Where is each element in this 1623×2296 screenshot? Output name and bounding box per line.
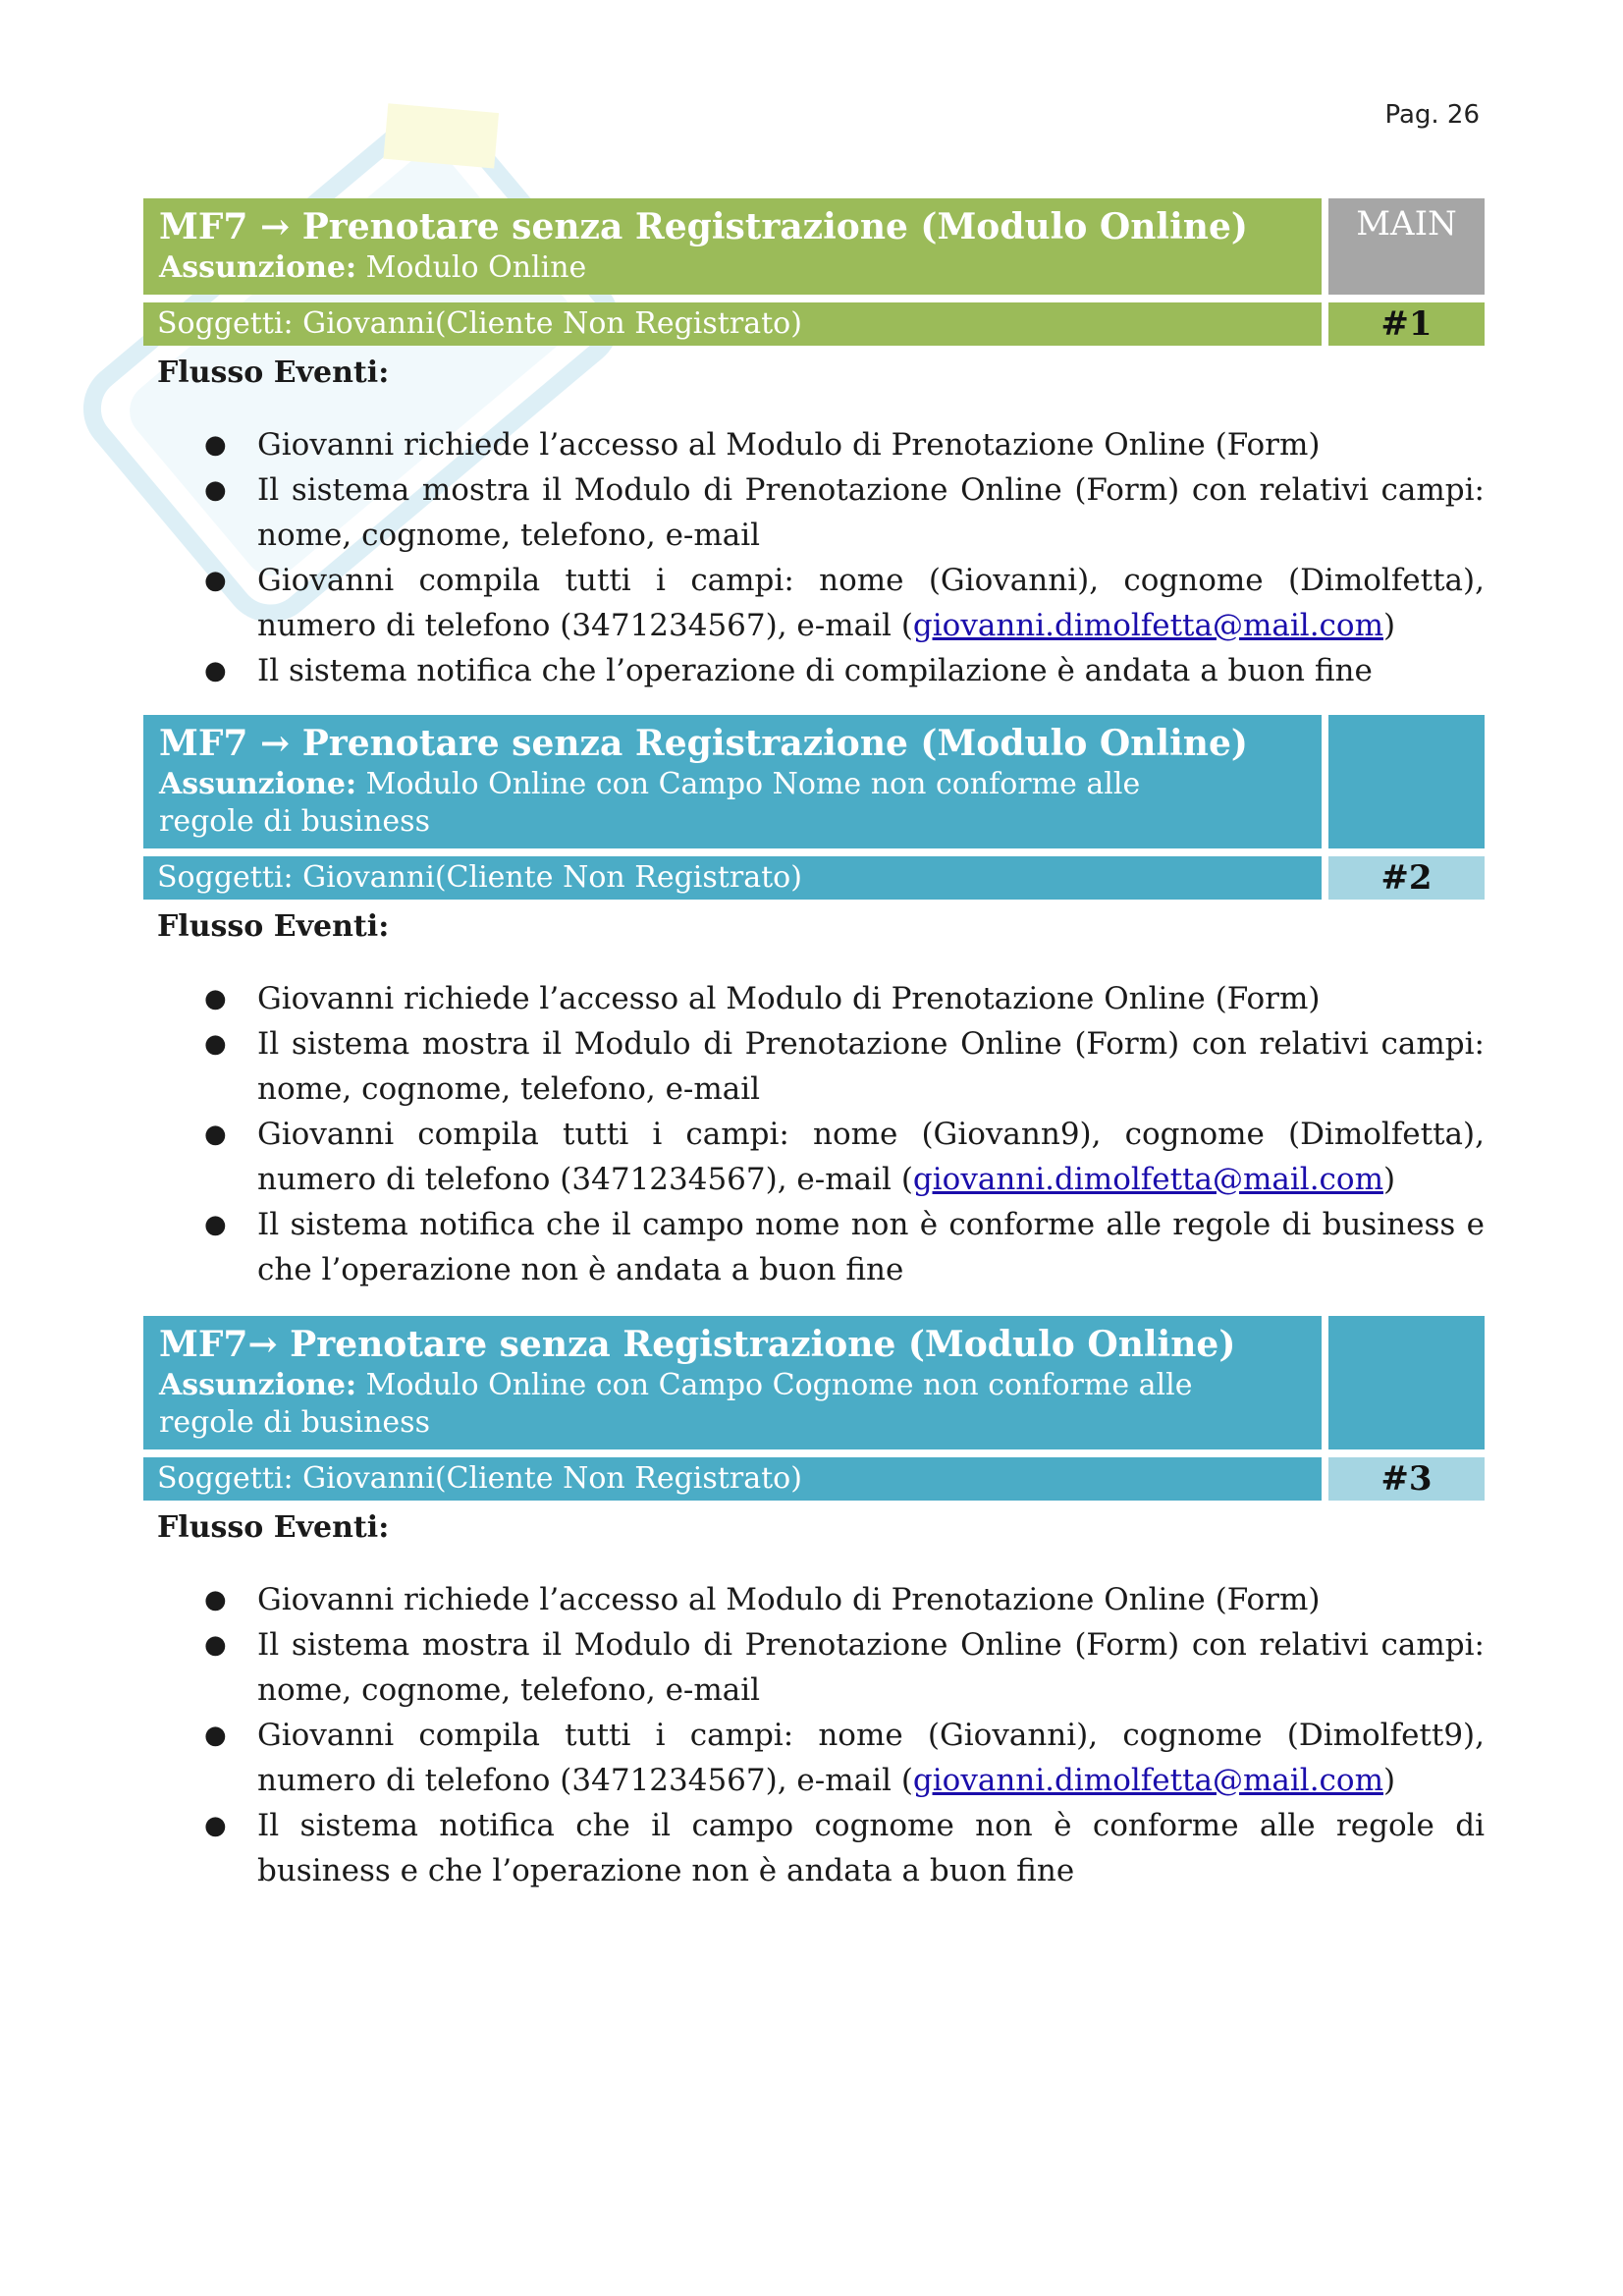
event-text: Il sistema notifica che l’operazione di compilazione è andata a buon fine xyxy=(257,653,1373,688)
use-case-header xyxy=(143,198,1322,295)
bullet-icon: ● xyxy=(204,1721,227,1750)
use-case-number: #3 xyxy=(1328,1457,1485,1501)
use-case-header xyxy=(143,715,1322,848)
bullet-icon: ● xyxy=(204,475,227,505)
event-text: Giovanni compila tutti i campi: nome (Giovann9), cognome (Dimolfetta), numero di telefono (3471234567), e-mail ( xyxy=(257,1117,1485,1197)
event-text-end: ) xyxy=(1382,1162,1396,1197)
use-case-assumption xyxy=(159,1367,1278,1442)
list-item xyxy=(143,1713,1485,1803)
list-item xyxy=(143,1622,1485,1713)
use-case-subjects: Soggetti: Giovanni(Cliente Non Registrato) xyxy=(143,856,1322,900)
list-item xyxy=(143,1112,1485,1202)
event-text-end: ) xyxy=(1382,1763,1396,1798)
list-item xyxy=(143,976,1485,1021)
assumption-text: Modulo Online xyxy=(356,250,587,285)
use-case-number: #2 xyxy=(1328,856,1485,900)
bullet-icon: ● xyxy=(204,1120,227,1149)
list-item xyxy=(143,1577,1485,1622)
use-case-title: MF7 → Prenotare senza Registrazione (Modulo Online) xyxy=(159,723,1248,764)
page-number: Pag. 26 xyxy=(1384,100,1480,130)
bullet-icon: ● xyxy=(204,1630,227,1660)
bullet-icon: ● xyxy=(204,1029,227,1059)
bullet-icon: ● xyxy=(204,984,227,1013)
bullet-icon: ● xyxy=(204,1210,227,1239)
assumption-text: Modulo Online con Campo Cognome non conforme alle regole di business xyxy=(159,1368,1193,1440)
use-case-title: MF7→ Prenotare senza Registrazione (Modulo Online) xyxy=(159,1324,1236,1365)
email-link[interactable]: giovanni.dimolfetta@mail.com xyxy=(912,608,1383,643)
bullet-icon: ● xyxy=(204,430,227,460)
use-case-tag xyxy=(1328,1316,1485,1449)
use-case-title: MF7 → Prenotare senza Registrazione (Modulo Online) xyxy=(159,206,1248,247)
use-case-header xyxy=(143,1316,1322,1449)
flow-label: Flusso Eventi: xyxy=(157,355,390,390)
use-case-tag: MAIN xyxy=(1328,198,1485,295)
event-text-end: ) xyxy=(1382,608,1396,643)
use-case-number: #1 xyxy=(1328,302,1485,346)
event-text: Il sistema notifica che il campo cognome non è conforme alle regole di business e che l’operazione non è andata a buon fine xyxy=(257,1808,1485,1888)
event-text: Il sistema mostra il Modulo di Prenotazione Online (Form) con relativi campi: nome, cognome, telefono, e-mail xyxy=(257,472,1485,553)
event-text: Giovanni richiede l’accesso al Modulo di Prenotazione Online (Form) xyxy=(257,427,1321,463)
use-case-assumption xyxy=(159,249,1306,287)
event-text: Il sistema mostra il Modulo di Prenotazione Online (Form) con relativi campi: nome, cognome, telefono, e-mail xyxy=(257,1026,1485,1107)
assumption-label: Assunzione: xyxy=(159,1368,357,1402)
list-item xyxy=(143,558,1485,648)
bullet-icon: ● xyxy=(204,1811,227,1840)
use-case-block-2 xyxy=(143,715,1485,1292)
use-case-block-1 xyxy=(143,198,1485,693)
event-list xyxy=(143,976,1485,1292)
bullet-icon: ● xyxy=(204,656,227,685)
email-link[interactable]: giovanni.dimolfetta@mail.com xyxy=(912,1162,1383,1197)
flow-label: Flusso Eventi: xyxy=(157,1510,390,1545)
use-case-subjects: Soggetti: Giovanni(Cliente Non Registrato) xyxy=(143,1457,1322,1501)
list-item xyxy=(143,467,1485,558)
flow-label: Flusso Eventi: xyxy=(157,909,390,944)
event-list xyxy=(143,422,1485,693)
list-item xyxy=(143,648,1485,693)
event-list xyxy=(143,1577,1485,1893)
event-text: Il sistema notifica che il campo nome non è conforme alle regole di business e che l’operazione non è andata a buon fine xyxy=(257,1207,1485,1287)
event-text: Giovanni richiede l’accesso al Modulo di Prenotazione Online (Form) xyxy=(257,981,1321,1016)
bullet-icon: ● xyxy=(204,566,227,595)
list-item xyxy=(143,422,1485,467)
event-text: Giovanni compila tutti i campi: nome (Giovanni), cognome (Dimolfett9), numero di telefono (3471234567), e-mail ( xyxy=(257,1718,1485,1798)
assumption-label: Assunzione: xyxy=(159,250,357,285)
list-item xyxy=(143,1021,1485,1112)
use-case-assumption xyxy=(159,766,1239,841)
email-link[interactable]: giovanni.dimolfetta@mail.com xyxy=(912,1763,1383,1798)
use-case-tag xyxy=(1328,715,1485,848)
bullet-icon: ● xyxy=(204,1585,227,1614)
use-case-block-3 xyxy=(143,1316,1485,1893)
use-case-subjects: Soggetti: Giovanni(Cliente Non Registrato) xyxy=(143,302,1322,346)
list-item xyxy=(143,1202,1485,1292)
event-text: Il sistema mostra il Modulo di Prenotazione Online (Form) con relativi campi: nome, cognome, telefono, e-mail xyxy=(257,1627,1485,1708)
assumption-text: Modulo Online con Campo Nome non conforme alle regole di business xyxy=(159,767,1141,839)
event-text: Giovanni compila tutti i campi: nome (Giovanni), cognome (Dimolfetta), numero di telefono (3471234567), e-mail ( xyxy=(257,563,1485,643)
list-item xyxy=(143,1803,1485,1893)
event-text: Giovanni richiede l’accesso al Modulo di Prenotazione Online (Form) xyxy=(257,1582,1321,1617)
assumption-label: Assunzione: xyxy=(159,767,357,801)
